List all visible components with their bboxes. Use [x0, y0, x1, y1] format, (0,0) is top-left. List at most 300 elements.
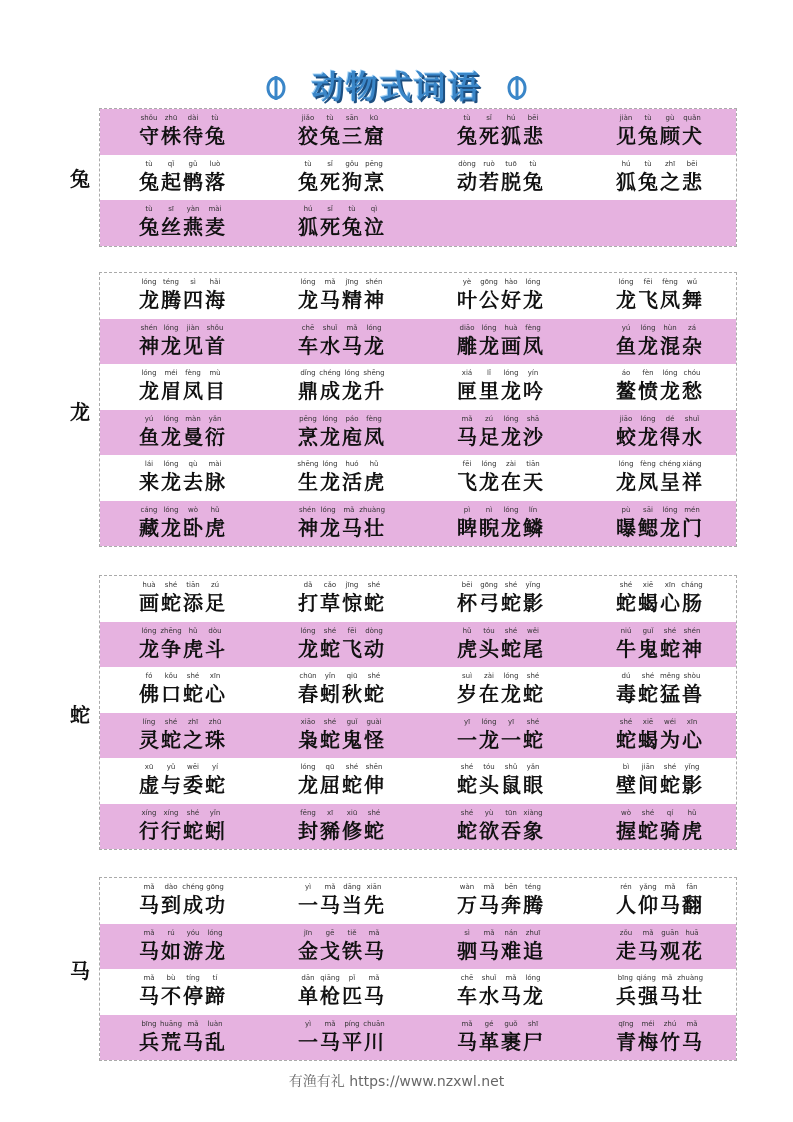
idiom-row	[100, 924, 736, 970]
pinyin-syllable: lóng	[662, 505, 678, 514]
idiom-cell	[100, 109, 259, 155]
pinyin-syllable: mǎ	[143, 883, 155, 891]
pinyin-syllable: shén	[365, 278, 383, 286]
pinyin-syllable: měng	[659, 672, 680, 680]
idiom-cell	[577, 804, 736, 850]
pinyin-syllable: tù	[463, 114, 471, 122]
pinyin-line	[615, 808, 703, 818]
pinyin-syllable: yàn	[186, 205, 200, 213]
idiom-row	[100, 758, 736, 804]
pinyin-line	[297, 414, 385, 424]
pinyin-syllable: qiū	[346, 672, 358, 680]
pinyin-syllable: pēng	[365, 159, 383, 168]
pinyin-syllable: pǐ	[348, 974, 356, 982]
pinyin-line	[456, 717, 544, 727]
pinyin-syllable: fèng	[640, 460, 656, 468]
pinyin-line	[138, 368, 226, 378]
pinyin-syllable: yǐng	[684, 763, 700, 771]
pinyin-syllable: fèng	[366, 414, 382, 423]
pinyin-line	[615, 671, 703, 681]
pinyin-syllable: tuō	[505, 159, 517, 168]
pinyin-syllable: lóng	[503, 369, 519, 377]
pinyin-syllable: dān	[301, 974, 315, 982]
pinyin-syllable: xiāo	[300, 717, 316, 726]
pinyin-syllable: zhū	[164, 114, 178, 122]
idiom-cell	[259, 667, 418, 713]
pinyin-line	[297, 368, 385, 378]
pinyin-syllable: tù	[644, 159, 652, 168]
pinyin-syllable: pì	[463, 505, 471, 514]
pinyin-syllable: lǐ	[487, 369, 491, 377]
pinyin-syllable: mǎ	[324, 883, 336, 891]
idiom-text: 龙 屈 蛇 伸	[298, 773, 384, 797]
pinyin-syllable: shé	[663, 763, 677, 771]
pinyin-syllable: chuān	[363, 1019, 385, 1028]
pinyin-syllable: shé	[164, 581, 178, 589]
pinyin-syllable: zǒu	[619, 928, 633, 937]
idiom-text: 神 龙 见 首	[139, 333, 225, 358]
idiom-cell	[100, 501, 259, 547]
idiom-text: 马 革 裹 尸	[457, 1029, 543, 1054]
pinyin-syllable: yī	[507, 717, 515, 726]
pinyin-syllable: zài	[506, 460, 516, 468]
idiom-text: 曝 鳃 龙 门	[616, 515, 702, 540]
pinyin-line	[615, 882, 703, 892]
idiom-text: 烹 龙 庖 凤	[298, 424, 384, 449]
pinyin-syllable: áo	[621, 369, 631, 377]
pinyin-line	[138, 808, 226, 818]
idiom-cell	[418, 576, 577, 622]
pinyin-syllable: shé	[186, 672, 200, 680]
pinyin-syllable: tù	[145, 205, 153, 213]
pinyin-line	[297, 323, 385, 333]
pinyin-syllable: wò	[620, 808, 631, 817]
idiom-text: 蛇 蝎 为 心	[616, 727, 702, 752]
pinyin-line	[138, 204, 226, 214]
idiom-cell	[577, 924, 736, 970]
pinyin-syllable: shā	[526, 414, 540, 423]
pinyin-syllable: kǒu	[164, 672, 178, 680]
pinyin-syllable: shé	[323, 626, 337, 635]
pinyin-syllable: yè	[462, 278, 472, 286]
pinyin-syllable: téng	[163, 278, 179, 286]
idiom-row	[100, 1015, 736, 1061]
pinyin-syllable: bīng	[617, 974, 634, 982]
pinyin-line	[297, 717, 385, 727]
idiom-text: 守 株 待 兔	[139, 124, 225, 148]
pinyin-syllable: shǒu	[206, 323, 224, 332]
pinyin-syllable: shé	[663, 626, 677, 635]
idiom-cell	[100, 878, 259, 924]
pinyin-syllable: bēn	[504, 883, 518, 891]
pinyin-line	[138, 762, 226, 772]
idiom-cell	[418, 1015, 577, 1061]
pinyin-syllable: shé	[460, 763, 474, 771]
pinyin-line	[456, 368, 544, 378]
pinyin-line	[138, 159, 226, 169]
pinyin-syllable: mǎ	[461, 414, 473, 423]
pinyin-syllable: tíng	[186, 974, 200, 982]
idiom-cell	[259, 622, 418, 668]
pinyin-syllable: bì	[622, 763, 630, 771]
idiom-text: 狡 兔 三 窟	[298, 124, 384, 148]
pinyin-syllable: yǎng	[639, 883, 657, 891]
idiom-cell	[577, 155, 736, 201]
idiom-cell	[259, 273, 418, 319]
pinyin-syllable: lái	[144, 460, 154, 468]
pinyin-syllable: rú	[167, 928, 175, 937]
idiom-cell	[100, 200, 259, 246]
animal-label: 兔	[70, 167, 90, 192]
pinyin-syllable: zài	[484, 672, 494, 680]
idiom-cell	[259, 1015, 418, 1061]
pinyin-syllable: gǒu	[345, 159, 359, 168]
pinyin-line	[297, 882, 385, 892]
idiom-cell	[418, 364, 577, 410]
pinyin-syllable: lóng	[141, 369, 157, 377]
pinyin-syllable: chūn	[299, 672, 317, 680]
idiom-cell	[100, 319, 259, 365]
idiom-row	[100, 273, 736, 319]
pinyin-syllable: shǒu	[140, 114, 158, 122]
idiom-text: 蛇 欲 吞 象	[457, 818, 543, 843]
pinyin-syllable: qǐ	[167, 159, 175, 168]
idiom-row	[100, 878, 736, 924]
pinyin-syllable: yí	[211, 763, 219, 771]
pinyin-syllable: ruò	[483, 159, 495, 168]
pinyin-syllable: tiān	[526, 460, 540, 468]
pinyin-syllable: dòng	[458, 159, 476, 168]
pinyin-syllable: kū	[369, 114, 379, 122]
pinyin-syllable: suì	[461, 672, 473, 680]
pinyin-syllable: zhuàng	[359, 505, 386, 514]
pinyin-syllable: zá	[688, 323, 696, 332]
pinyin-syllable: niú	[620, 626, 632, 635]
pinyin-syllable: qù	[188, 460, 198, 468]
pinyin-syllable: hǎi	[209, 278, 221, 286]
idiom-cell	[418, 155, 577, 201]
pinyin-syllable: yì	[304, 883, 312, 891]
pinyin-syllable: wéi	[664, 717, 676, 726]
idiom-text: 马 不 停 蹄	[139, 984, 225, 1008]
pinyin-syllable: mǎ	[505, 974, 517, 982]
idiom-cell	[577, 109, 736, 155]
idiom-cell	[577, 364, 736, 410]
idiom-text: 走 马 观 花	[616, 938, 702, 963]
pinyin-line	[138, 626, 226, 636]
pinyin-line	[456, 414, 544, 424]
pinyin-syllable: shuǐ	[684, 414, 700, 423]
idiom-cell	[577, 576, 736, 622]
idiom-text: 龙 腾 四 海	[139, 288, 225, 312]
pinyin-syllable: diāo	[459, 323, 475, 332]
idiom-cell	[100, 924, 259, 970]
idiom-text: 见 兔 顾 犬	[616, 124, 702, 148]
idiom-cell	[100, 804, 259, 850]
pinyin-line	[456, 159, 544, 169]
pinyin-syllable: huā	[685, 928, 699, 937]
idiom-cell	[100, 713, 259, 759]
idiom-text: 雕 龙 画 凤	[457, 333, 543, 358]
pinyin-syllable: yóu	[186, 928, 200, 937]
idiom-cell	[418, 969, 577, 1015]
pinyin-line	[456, 113, 544, 123]
idiom-text: 兵 强 马 壮	[616, 984, 702, 1008]
idiom-text: 龙 飞 凤 舞	[616, 288, 702, 312]
idiom-text: 动 若 脱 兔	[457, 169, 543, 194]
idiom-cell	[418, 622, 577, 668]
idiom-cell	[418, 455, 577, 501]
pinyin-syllable: gōng	[206, 883, 224, 891]
pinyin-syllable: fèng	[185, 369, 201, 377]
pinyin-syllable: lóng	[141, 626, 157, 635]
idiom-text: 万 马 奔 腾	[457, 893, 543, 917]
pinyin-syllable: guài	[366, 717, 382, 726]
pinyin-syllable: yù	[484, 808, 494, 817]
pinyin-syllable: lóng	[366, 323, 382, 332]
pinyin-syllable: wǔ	[686, 278, 698, 286]
pinyin-syllable: mǎ	[368, 974, 380, 982]
idiom-cell	[577, 273, 736, 319]
idiom-text: 马 足 龙 沙	[457, 424, 543, 449]
idiom-cell	[259, 319, 418, 365]
pinyin-syllable: zhū	[208, 717, 222, 726]
idiom-text: 叶 公 好 龙	[457, 288, 543, 312]
pinyin-line	[615, 505, 703, 515]
idiom-cell	[418, 804, 577, 850]
pinyin-syllable: chéng	[182, 883, 204, 891]
pinyin-syllable: shé	[345, 763, 359, 771]
pinyin-line	[456, 323, 544, 333]
pinyin-syllable: lóng	[618, 460, 634, 468]
idiom-text: 鱼 龙 曼 衍	[139, 424, 225, 449]
pinyin-syllable: nì	[485, 505, 493, 514]
idiom-row	[100, 576, 736, 622]
pinyin-line	[456, 671, 544, 681]
pinyin-syllable: shé	[504, 626, 518, 635]
pinyin-line	[297, 671, 385, 681]
pinyin-line	[138, 928, 226, 938]
pinyin-syllable: yǎn	[526, 763, 540, 771]
pinyin-line	[138, 277, 226, 287]
pinyin-syllable: luàn	[207, 1019, 223, 1028]
pinyin-line	[456, 882, 544, 892]
pinyin-syllable: xiē	[642, 581, 654, 589]
pinyin-syllable: lóng	[503, 672, 519, 680]
idiom-cell	[259, 804, 418, 850]
idiom-text: 车 水 马 龙	[457, 984, 543, 1008]
pinyin-syllable: qīng	[618, 1019, 634, 1028]
pinyin-syllable: mǎ	[324, 278, 336, 286]
idiom-cell	[100, 622, 259, 668]
pinyin-syllable: lóng	[640, 414, 656, 423]
pinyin-syllable: shén	[298, 505, 316, 514]
pinyin-syllable: mǎ	[461, 1019, 473, 1028]
pinyin-syllable: yǔ	[166, 763, 176, 771]
pinyin-syllable: lóng	[320, 505, 336, 514]
idiom-text: 一 马 平 川	[298, 1029, 384, 1054]
pinyin-line	[615, 277, 703, 287]
idiom-cell	[100, 1015, 259, 1061]
pinyin-line	[456, 459, 544, 469]
idiom-text: 龙 凤 呈 祥	[616, 470, 702, 494]
pinyin-syllable: shēng	[363, 369, 385, 377]
pinyin-syllable: shǔ	[504, 763, 518, 771]
pinyin-syllable: téng	[525, 883, 541, 891]
idiom-text: 壁 间 蛇 影	[616, 773, 702, 797]
idiom-cell	[100, 410, 259, 456]
idiom-text: 一 龙 一 蛇	[457, 727, 543, 752]
pinyin-syllable: shuǐ	[322, 323, 338, 332]
pinyin-syllable: qí	[666, 808, 674, 817]
idiom-text: 鼎 成 龙 升	[298, 379, 384, 403]
pinyin-syllable: bēi	[686, 159, 698, 168]
pinyin-syllable: dāng	[343, 883, 361, 891]
idiom-text: 驷 马 难 追	[457, 938, 543, 963]
pinyin-syllable: yǐng	[525, 581, 541, 589]
pinyin-syllable: mǎ	[143, 974, 155, 982]
pinyin-syllable: hǔ	[369, 460, 379, 468]
pinyin-syllable: fēi	[643, 278, 653, 286]
pinyin-syllable: sāi	[643, 505, 653, 514]
pinyin-line	[615, 762, 703, 772]
pinyin-syllable: xíng	[141, 808, 157, 817]
pinyin-line	[456, 1019, 544, 1029]
pinyin-syllable: mǎ	[483, 928, 495, 937]
idiom-row	[100, 410, 736, 456]
pinyin-syllable: hǔ	[687, 808, 697, 817]
idiom-text: 龙 眉 凤 目	[139, 379, 225, 403]
pinyin-syllable: lóng	[481, 717, 497, 726]
pinyin-line	[456, 808, 544, 818]
pinyin-syllable: shé	[460, 808, 474, 817]
pinyin-line	[615, 626, 703, 636]
idiom-text: 毒 蛇 猛 兽	[616, 682, 702, 706]
pinyin-syllable: yǐn	[324, 672, 336, 680]
idiom-row	[100, 319, 736, 365]
pinyin-syllable: gù	[665, 114, 675, 122]
idiom-text: 握 蛇 骑 虎	[616, 818, 702, 843]
idiom-text: 画 蛇 添 足	[139, 591, 225, 615]
idiom-cell	[259, 713, 418, 759]
pinyin-syllable: dǐng	[300, 369, 316, 377]
pinyin-syllable: shēn	[365, 763, 383, 771]
idiom-cell	[577, 713, 736, 759]
idiom-text: 来 龙 去 脉	[139, 470, 225, 494]
pinyin-syllable: huà	[504, 323, 518, 332]
pinyin-line	[297, 1019, 385, 1029]
page-title: 动物式词语	[311, 68, 482, 106]
pinyin-syllable: lóng	[163, 505, 179, 514]
pinyin-line	[297, 505, 385, 515]
idiom-row	[100, 501, 736, 547]
idiom-cell	[577, 455, 736, 501]
pinyin-line	[297, 928, 385, 938]
pinyin-syllable: jiàn	[186, 323, 200, 332]
idiom-text: 狐 死 兔 泣	[298, 215, 384, 239]
pinyin-line	[456, 277, 544, 287]
pinyin-syllable: mǎ	[324, 1019, 336, 1028]
pinyin-syllable: xīn	[686, 717, 698, 726]
idiom-cell	[100, 969, 259, 1015]
pinyin-syllable: fèng	[662, 278, 678, 286]
pinyin-line	[297, 204, 385, 214]
pinyin-syllable: qū	[325, 763, 335, 771]
footer-watermark: 有渔有礼 https://www.nzxwl.net	[288, 1074, 505, 1090]
pinyin-line	[615, 113, 703, 123]
pinyin-syllable: lóng	[640, 323, 656, 332]
pinyin-syllable: xiū	[346, 808, 358, 817]
idiom-cell	[577, 410, 736, 456]
pinyin-syllable: bù	[166, 974, 176, 982]
idiom-text: 灵 蛇 之 珠	[139, 727, 225, 752]
pinyin-syllable: mù	[209, 369, 221, 377]
idiom-cell	[259, 758, 418, 804]
pinyin-syllable: wēi	[187, 763, 199, 771]
pinyin-syllable: lóng	[503, 414, 519, 423]
pinyin-syllable: xiē	[642, 717, 654, 726]
idiom-text: 人 仰 马 翻	[616, 893, 702, 917]
pinyin-syllable: chéng	[659, 460, 681, 468]
animal-label: 马	[70, 959, 90, 983]
pinyin-syllable: mǎ	[483, 883, 495, 891]
pinyin-syllable: zú	[484, 414, 494, 423]
pinyin-syllable: jīng	[345, 581, 359, 589]
pinyin-syllable: mǎ	[642, 928, 654, 937]
pinyin-syllable: tù	[644, 114, 652, 122]
section-2	[99, 272, 737, 547]
pinyin-syllable: tù	[304, 159, 312, 168]
pinyin-syllable: líng	[142, 717, 156, 726]
idiom-cell	[418, 713, 577, 759]
pinyin-line	[615, 159, 703, 169]
pinyin-line	[615, 368, 703, 378]
pinyin-syllable: tiān	[186, 581, 200, 589]
pinyin-syllable: lóng	[662, 369, 678, 377]
pinyin-line	[297, 459, 385, 469]
pinyin-line	[138, 505, 226, 515]
idiom-cell	[577, 1015, 736, 1061]
idiom-text: 马 到 成 功	[139, 893, 225, 917]
pinyin-syllable: tù	[348, 205, 356, 213]
idiom-cell	[577, 969, 736, 1015]
pinyin-syllable: lóng	[481, 460, 497, 468]
pinyin-syllable: shé	[367, 672, 381, 680]
idiom-text: 杯 弓 蛇 影	[457, 591, 543, 615]
pinyin-syllable: lóng	[322, 414, 338, 423]
pinyin-line	[456, 580, 544, 590]
idiom-cell	[577, 622, 736, 668]
pinyin-syllable: jīn	[303, 928, 313, 937]
pinyin-syllable: sǐ	[327, 159, 333, 168]
idiom-row	[100, 713, 736, 759]
idiom-row	[100, 200, 736, 246]
pinyin-syllable: shén	[683, 626, 701, 635]
pinyin-syllable: lóng	[322, 460, 338, 468]
idiom-row	[100, 804, 736, 850]
pinyin-syllable: zhuàng	[677, 974, 704, 982]
pinyin-syllable: hǔ	[462, 626, 472, 635]
pinyin-syllable: shé	[526, 672, 540, 680]
idiom-text: 匣 里 龙 吟	[457, 379, 543, 403]
pinyin-syllable: hú	[303, 205, 313, 213]
idiom-text: 青 梅 竹 马	[616, 1029, 702, 1054]
pinyin-syllable: yín	[527, 369, 539, 377]
pinyin-syllable: fēng	[300, 808, 316, 817]
pinyin-line	[297, 626, 385, 636]
pinyin-line	[138, 671, 226, 681]
pinyin-syllable: zhī	[664, 159, 676, 168]
